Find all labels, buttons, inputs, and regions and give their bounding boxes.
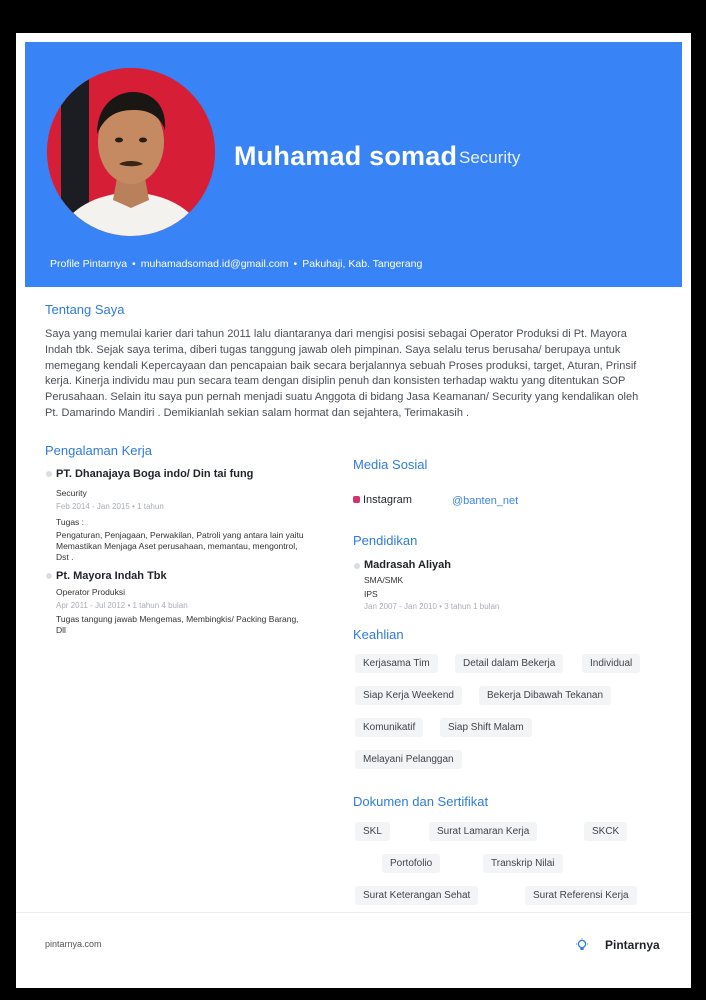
document-tag: SKCK	[584, 822, 627, 841]
separator: •	[293, 258, 298, 270]
job-description: Pengaturan, Penjagaan, Perwakilan, Patroli yang antara lain yaitu Memastikan Menjaga Aset perusahaan, memantau, mengontrol, Dst .	[56, 530, 304, 562]
document-tag: SKL	[355, 822, 390, 841]
document-tag: Surat Keterangan Sehat	[355, 886, 478, 905]
about-title: Tentang Saya	[45, 302, 125, 317]
contact-line	[50, 258, 422, 270]
experience-title: Pengalaman Kerja	[45, 443, 152, 458]
email-link[interactable]: muhamadsomad.id@gmail.com	[140, 258, 289, 270]
experience-item	[46, 570, 316, 640]
footer-brand: Pintarnya	[605, 938, 660, 952]
timeline-dot	[354, 563, 360, 569]
skill-tag: Melayani Pelanggan	[355, 750, 462, 769]
experience-item	[46, 468, 316, 563]
skill-tag: Komunikatif	[355, 718, 423, 737]
footer-url[interactable]: pintarnya.com	[45, 939, 102, 949]
resume-page	[16, 33, 691, 988]
skill-tag: Bekerja Dibawah Tekanan	[479, 686, 611, 705]
location-text: Pakuhaji, Kab. Tangerang	[302, 258, 423, 270]
candidate-name: Muhamad somad	[234, 141, 458, 171]
candidate-role: Security	[459, 148, 521, 167]
separator: •	[132, 258, 136, 270]
profile-link[interactable]: Profile Pintarnya	[50, 258, 128, 270]
timeline-dot	[46, 471, 52, 477]
job-position: Security	[56, 488, 87, 498]
document-tag: Portofolio	[382, 854, 440, 873]
skill-tag: Siap Kerja Weekend	[355, 686, 462, 705]
footer-divider	[16, 912, 691, 913]
profile-photo	[47, 68, 215, 236]
social-title: Media Sosial	[353, 457, 428, 472]
document-tag: Transkrip Nilai	[483, 854, 563, 873]
job-dates: Apr 2011 - Jul 2012 • 1 tahun 4 bulan	[56, 601, 188, 610]
timeline-dot	[46, 573, 52, 579]
company-name: Pt. Mayora Indah Tbk	[56, 570, 167, 582]
social-platform: Instagram	[363, 494, 412, 506]
person-photo-icon	[47, 68, 215, 236]
task-label: Tugas :	[56, 517, 85, 527]
job-description: Tugas tangung jawab Mengemas, Membingkis/ Packing Barang, Dll	[56, 614, 299, 635]
education-level: SMA/SMK	[364, 575, 404, 585]
school-name: Madrasah Aliyah	[364, 559, 452, 571]
skill-tag: Kerjasama Tim	[355, 654, 438, 673]
skill-tag: Detail dalam Bekerja	[455, 654, 563, 673]
education-dates: Jan 2007 - Jan 2010 • 3 tahun 1 bulan	[364, 602, 500, 611]
about-text: Saya yang memulai karier dari tahun 2011 lalu diantaranya dari mengisi posisi sebagai Operator Produksi di Pt. Mayora Indah tbk. Sejak saya terima, diberi tugas tanggung jawab oleh pimpinan. Saya selalu terus berusaha/ berupaya untuk memegang kendali Kepercayaan dan pencapaian baik secara berjalannya sebuah Proses produksi, target, Aturan, Prinsif kerja. Kinerja individu mau pun secara team dengan disiplin penuh dan konsisten terhadap waktu yang ditentukan SOP Perusahaan. Selain itu saya pun pernah menjadi suatu Anggota di bidang Jasa Keamanan/ Security yang kendalikan oleh Pt. Damarindo Mandiri . Demikianlah sekian salam hormat dan sejahtera, Terimakasih .	[45, 328, 639, 419]
job-dates: Feb 2014 - Jan 2015 • 1 tahun	[56, 502, 164, 511]
documents-title: Dokumen dan Sertifikat	[353, 794, 489, 809]
company-name: PT. Dhanajaya Boga indo/ Din tai fung	[56, 468, 254, 480]
education-major: IPS	[364, 589, 378, 599]
lightbulb-icon	[575, 938, 589, 952]
document-tag: Surat Referensi Kerja	[525, 886, 637, 905]
skill-tag: Siap Shift Malam	[440, 718, 532, 737]
job-position: Operator Produksi	[56, 587, 125, 597]
skill-tag: Individual	[582, 654, 640, 673]
education-title: Pendidikan	[353, 533, 418, 548]
instagram-icon	[353, 496, 360, 503]
document-tag: Surat Lamaran Kerja	[429, 822, 537, 841]
profile-header	[25, 42, 682, 287]
instagram-handle-link[interactable]: @banten_net	[452, 495, 519, 507]
skills-title: Keahlian	[353, 627, 404, 642]
